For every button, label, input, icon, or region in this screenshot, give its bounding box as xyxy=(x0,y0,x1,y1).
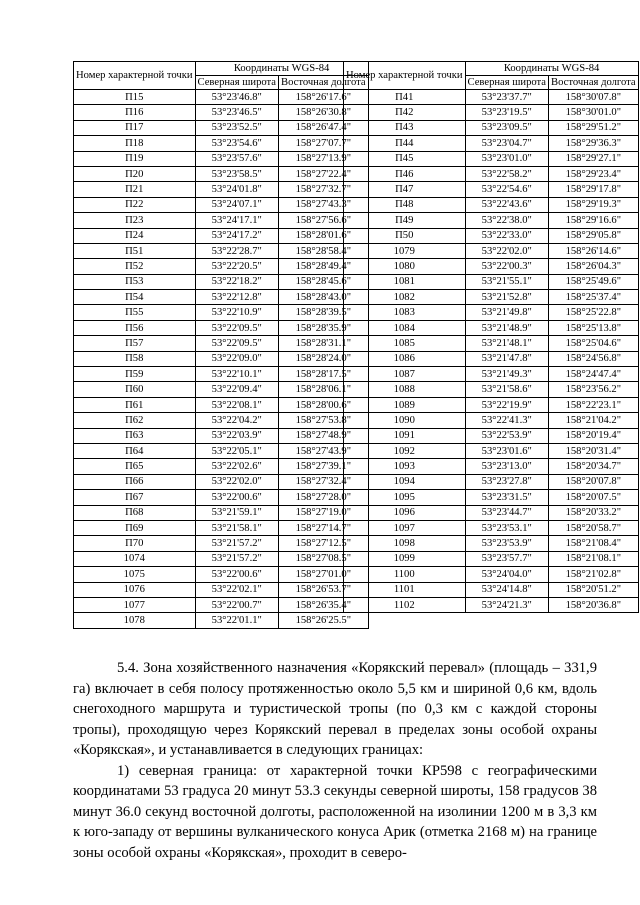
point-number-cell: 1090 xyxy=(344,413,466,428)
paragraph-zone-description: 5.4. Зона хозяйственного назначения «Корякский перевал» (площадь – 331,9 га) включает в себя полосу протяженностью около 5,5 км и шириной 0,6 км, вдоль снегоходного маршрута и туристической тропы (по 0,3 км с каждой стороны тропы), проходящую через Корякский перевал в пределах зоны особой охраны «Корякская», и устанавливается в следующих границах: xyxy=(73,660,597,758)
table-row xyxy=(74,382,369,397)
latitude-cell: 53°21'48.9" xyxy=(465,320,548,335)
latitude-cell: 53°23'54.6" xyxy=(195,136,278,151)
point-number-cell: 1081 xyxy=(344,274,466,289)
latitude-cell: 53°22'43.6" xyxy=(465,197,548,212)
point-number-cell: П45 xyxy=(344,151,466,166)
table-row xyxy=(74,505,369,520)
latitude-cell: 53°23'46.5" xyxy=(195,105,278,120)
latitude-cell: 53°23'09.5" xyxy=(465,120,548,135)
longitude-cell: 158°26'25.5" xyxy=(279,613,369,628)
point-number-cell: 1094 xyxy=(344,474,466,489)
header-longitude: Восточная долгота xyxy=(549,76,639,90)
latitude-cell: 53°22'18.2" xyxy=(195,274,278,289)
longitude-cell: 158°30'07.8" xyxy=(549,90,639,105)
longitude-cell: 158°28'45.6" xyxy=(279,274,369,289)
point-number-cell: 1078 xyxy=(74,613,196,628)
latitude-cell: 53°24'01.8" xyxy=(195,182,278,197)
table-row xyxy=(344,336,639,351)
table-row xyxy=(344,120,639,135)
table-row xyxy=(344,367,639,382)
latitude-cell: 53°23'53.1" xyxy=(465,520,548,535)
latitude-cell: 53°24'17.1" xyxy=(195,213,278,228)
longitude-cell: 158°21'08.4" xyxy=(549,536,639,551)
point-number-cell: 1089 xyxy=(344,397,466,412)
point-number-cell: П22 xyxy=(74,197,196,212)
table-row xyxy=(74,166,369,181)
table-row xyxy=(74,336,369,351)
longitude-cell: 158°24'56.8" xyxy=(549,351,639,366)
latitude-cell: 53°22'03.9" xyxy=(195,428,278,443)
longitude-cell: 158°26'04.3" xyxy=(549,259,639,274)
longitude-cell: 158°27'13.9" xyxy=(279,151,369,166)
table-row xyxy=(344,490,639,505)
header-coordinates: Координаты WGS-84 xyxy=(465,62,638,76)
longitude-cell: 158°25'04.6" xyxy=(549,336,639,351)
body-text xyxy=(73,658,597,863)
latitude-cell: 53°22'09.0" xyxy=(195,351,278,366)
point-number-cell: П50 xyxy=(344,228,466,243)
latitude-cell: 53°23'53.9" xyxy=(465,536,548,551)
latitude-cell: 53°21'59.1" xyxy=(195,505,278,520)
point-number-cell: П47 xyxy=(344,182,466,197)
table-row xyxy=(74,305,369,320)
point-number-cell: 1095 xyxy=(344,490,466,505)
longitude-cell: 158°26'30.8" xyxy=(279,105,369,120)
table-row xyxy=(344,459,639,474)
table-row xyxy=(344,136,639,151)
point-number-cell: П54 xyxy=(74,290,196,305)
table-row xyxy=(344,582,639,597)
point-number-cell: 1096 xyxy=(344,505,466,520)
point-number-cell: П59 xyxy=(74,367,196,382)
longitude-cell: 158°28'17.5" xyxy=(279,367,369,382)
latitude-cell: 53°22'02.6" xyxy=(195,459,278,474)
table-row xyxy=(74,274,369,289)
longitude-cell: 158°28'39.5" xyxy=(279,305,369,320)
longitude-cell: 158°20'34.7" xyxy=(549,459,639,474)
point-number-cell: 1100 xyxy=(344,567,466,582)
table-row xyxy=(74,567,369,582)
point-number-cell: П43 xyxy=(344,120,466,135)
table-row xyxy=(74,213,369,228)
point-number-cell: 1080 xyxy=(344,259,466,274)
latitude-cell: 53°22'05.1" xyxy=(195,443,278,458)
longitude-cell: 158°26'17.6" xyxy=(279,90,369,105)
latitude-cell: 53°22'01.1" xyxy=(195,613,278,628)
header-point-number: Номер характерной точки xyxy=(344,62,466,90)
longitude-cell: 158°27'12.5" xyxy=(279,536,369,551)
header-point-number: Номер характерной точки xyxy=(74,62,196,90)
latitude-cell: 53°23'57.7" xyxy=(465,551,548,566)
table-row xyxy=(74,151,369,166)
latitude-cell: 53°22'09.5" xyxy=(195,320,278,335)
longitude-cell: 158°20'58.7" xyxy=(549,520,639,535)
point-number-cell: П68 xyxy=(74,505,196,520)
latitude-cell: 53°21'58.1" xyxy=(195,520,278,535)
longitude-cell: 158°20'07.8" xyxy=(549,474,639,489)
table-row xyxy=(344,551,639,566)
latitude-cell: 53°22'09.5" xyxy=(195,336,278,351)
longitude-cell: 158°26'53.7" xyxy=(279,582,369,597)
point-number-cell: 1077 xyxy=(74,597,196,612)
longitude-cell: 158°27'43.9" xyxy=(279,443,369,458)
longitude-cell: 158°29'17.8" xyxy=(549,182,639,197)
latitude-cell: 53°22'33.0" xyxy=(465,228,548,243)
latitude-cell: 53°22'54.6" xyxy=(465,182,548,197)
longitude-cell: 158°27'32.7" xyxy=(279,182,369,197)
paragraph-northern-boundary: 1) северная граница: от характерной точки КР598 с географическими координатами 53 градуса 20 минут 53.3 секунды северной широты, 158 градусов 38 минут 36.0 секунд восточной долготы, расположенной на изолинии 1200 м в 3,3 км к юго-западу от вершины вулканического конуса Арик (отметка 2168 м) на границе зоны особой охраны «Корякская», проходит в северо- xyxy=(73,762,597,861)
longitude-cell: 158°26'14.6" xyxy=(549,243,639,258)
latitude-cell: 53°23'01.0" xyxy=(465,151,548,166)
point-number-cell: П48 xyxy=(344,197,466,212)
point-number-cell: П44 xyxy=(344,136,466,151)
table-row xyxy=(344,320,639,335)
table-row xyxy=(344,151,639,166)
point-number-cell: П57 xyxy=(74,336,196,351)
point-number-cell: П19 xyxy=(74,151,196,166)
table-row xyxy=(344,536,639,551)
point-number-cell: 1088 xyxy=(344,382,466,397)
latitude-cell: 53°24'21.3" xyxy=(465,597,548,612)
point-number-cell: 1086 xyxy=(344,351,466,366)
latitude-cell: 53°22'38.0" xyxy=(465,213,548,228)
table-row xyxy=(344,474,639,489)
latitude-cell: 53°22'28.7" xyxy=(195,243,278,258)
latitude-cell: 53°23'19.5" xyxy=(465,105,548,120)
longitude-cell: 158°27'19.0" xyxy=(279,505,369,520)
header-longitude: Восточная долгота xyxy=(279,76,369,90)
longitude-cell: 158°28'01.6" xyxy=(279,228,369,243)
table-row xyxy=(74,351,369,366)
longitude-cell: 158°27'56.6" xyxy=(279,213,369,228)
point-number-cell: 1075 xyxy=(74,567,196,582)
longitude-cell: 158°23'56.2" xyxy=(549,382,639,397)
point-number-cell: П69 xyxy=(74,520,196,535)
longitude-cell: 158°28'24.0" xyxy=(279,351,369,366)
longitude-cell: 158°29'36.3" xyxy=(549,136,639,151)
point-number-cell: П17 xyxy=(74,120,196,135)
table-row xyxy=(74,490,369,505)
point-number-cell: 1074 xyxy=(74,551,196,566)
table-row xyxy=(344,259,639,274)
table-row xyxy=(344,105,639,120)
latitude-cell: 53°22'00.6" xyxy=(195,490,278,505)
latitude-cell: 53°21'49.3" xyxy=(465,367,548,382)
table-row xyxy=(74,197,369,212)
latitude-cell: 53°23'13.0" xyxy=(465,459,548,474)
table-row xyxy=(74,536,369,551)
latitude-cell: 53°22'04.2" xyxy=(195,413,278,428)
latitude-cell: 53°22'09.4" xyxy=(195,382,278,397)
latitude-cell: 53°23'01.6" xyxy=(465,443,548,458)
point-number-cell: 1083 xyxy=(344,305,466,320)
latitude-cell: 53°24'17.2" xyxy=(195,228,278,243)
table-row xyxy=(344,567,639,582)
longitude-cell: 158°26'35.4" xyxy=(279,597,369,612)
header-coordinates: Координаты WGS-84 xyxy=(195,62,368,76)
latitude-cell: 53°22'12.8" xyxy=(195,290,278,305)
point-number-cell: П41 xyxy=(344,90,466,105)
latitude-cell: 53°22'02.1" xyxy=(195,582,278,597)
table-row xyxy=(344,290,639,305)
table-row xyxy=(344,182,639,197)
table-row xyxy=(344,505,639,520)
longitude-cell: 158°29'51.2" xyxy=(549,120,639,135)
table-row xyxy=(344,520,639,535)
latitude-cell: 53°23'46.8" xyxy=(195,90,278,105)
longitude-cell: 158°21'08.1" xyxy=(549,551,639,566)
latitude-cell: 53°21'48.1" xyxy=(465,336,548,351)
table-row xyxy=(344,228,639,243)
longitude-cell: 158°28'58.4" xyxy=(279,243,369,258)
latitude-cell: 53°21'58.6" xyxy=(465,382,548,397)
point-number-cell: П42 xyxy=(344,105,466,120)
latitude-cell: 53°22'20.5" xyxy=(195,259,278,274)
point-number-cell: П18 xyxy=(74,136,196,151)
longitude-cell: 158°20'51.2" xyxy=(549,582,639,597)
latitude-cell: 53°22'02.0" xyxy=(465,243,548,258)
table-row xyxy=(344,213,639,228)
table-row xyxy=(344,443,639,458)
point-number-cell: П66 xyxy=(74,474,196,489)
table-row xyxy=(344,428,639,443)
latitude-cell: 53°22'10.1" xyxy=(195,367,278,382)
latitude-cell: 53°22'08.1" xyxy=(195,397,278,412)
table-row xyxy=(344,243,639,258)
latitude-cell: 53°22'41.3" xyxy=(465,413,548,428)
point-number-cell: П62 xyxy=(74,413,196,428)
longitude-cell: 158°20'07.5" xyxy=(549,490,639,505)
point-number-cell: П20 xyxy=(74,166,196,181)
point-number-cell: П56 xyxy=(74,320,196,335)
latitude-cell: 53°23'58.5" xyxy=(195,166,278,181)
point-number-cell: П64 xyxy=(74,443,196,458)
longitude-cell: 158°27'01.0" xyxy=(279,567,369,582)
table-row xyxy=(74,582,369,597)
longitude-cell: 158°20'19.4" xyxy=(549,428,639,443)
longitude-cell: 158°27'48.9" xyxy=(279,428,369,443)
coordinates-table-left xyxy=(73,61,369,629)
longitude-cell: 158°25'49.6" xyxy=(549,274,639,289)
table-row xyxy=(344,90,639,105)
table-row xyxy=(344,274,639,289)
point-number-cell: П51 xyxy=(74,243,196,258)
point-number-cell: П23 xyxy=(74,213,196,228)
latitude-cell: 53°22'00.3" xyxy=(465,259,548,274)
table-row xyxy=(74,136,369,151)
longitude-cell: 158°25'22.8" xyxy=(549,305,639,320)
longitude-cell: 158°27'28.0" xyxy=(279,490,369,505)
latitude-cell: 53°22'10.9" xyxy=(195,305,278,320)
latitude-cell: 53°21'52.8" xyxy=(465,290,548,305)
latitude-cell: 53°21'47.8" xyxy=(465,351,548,366)
table-row xyxy=(344,597,639,612)
point-number-cell: 1087 xyxy=(344,367,466,382)
point-number-cell: П24 xyxy=(74,228,196,243)
point-number-cell: 1098 xyxy=(344,536,466,551)
longitude-cell: 158°27'39.1" xyxy=(279,459,369,474)
table-row xyxy=(74,367,369,382)
table-row xyxy=(74,397,369,412)
latitude-cell: 53°21'49.8" xyxy=(465,305,548,320)
table-row xyxy=(74,597,369,612)
point-number-cell: 1091 xyxy=(344,428,466,443)
table-row xyxy=(344,305,639,320)
table-row xyxy=(74,443,369,458)
header-latitude: Северная широта xyxy=(465,76,548,90)
point-number-cell: 1093 xyxy=(344,459,466,474)
point-number-cell: 1085 xyxy=(344,336,466,351)
latitude-cell: 53°23'57.6" xyxy=(195,151,278,166)
latitude-cell: 53°22'53.9" xyxy=(465,428,548,443)
latitude-cell: 53°21'57.2" xyxy=(195,551,278,566)
latitude-cell: 53°23'44.7" xyxy=(465,505,548,520)
longitude-cell: 158°21'02.8" xyxy=(549,567,639,582)
latitude-cell: 53°22'00.6" xyxy=(195,567,278,582)
table-row xyxy=(344,197,639,212)
longitude-cell: 158°30'01.0" xyxy=(549,105,639,120)
longitude-cell: 158°27'43.3" xyxy=(279,197,369,212)
latitude-cell: 53°23'27.8" xyxy=(465,474,548,489)
table-row xyxy=(74,459,369,474)
point-number-cell: П58 xyxy=(74,351,196,366)
point-number-cell: 1082 xyxy=(344,290,466,305)
point-number-cell: П63 xyxy=(74,428,196,443)
longitude-cell: 158°28'43.0" xyxy=(279,290,369,305)
point-number-cell: 1076 xyxy=(74,582,196,597)
table-row xyxy=(74,520,369,535)
table-row xyxy=(74,290,369,305)
longitude-cell: 158°27'22.4" xyxy=(279,166,369,181)
latitude-cell: 53°24'04.0" xyxy=(465,567,548,582)
table-row xyxy=(74,90,369,105)
longitude-cell: 158°21'04.2" xyxy=(549,413,639,428)
longitude-cell: 158°27'53.8" xyxy=(279,413,369,428)
latitude-cell: 53°24'07.1" xyxy=(195,197,278,212)
point-number-cell: П61 xyxy=(74,397,196,412)
latitude-cell: 53°22'02.0" xyxy=(195,474,278,489)
longitude-cell: 158°29'23.4" xyxy=(549,166,639,181)
point-number-cell: 1101 xyxy=(344,582,466,597)
longitude-cell: 158°29'27.1" xyxy=(549,151,639,166)
point-number-cell: П70 xyxy=(74,536,196,551)
latitude-cell: 53°24'14.8" xyxy=(465,582,548,597)
longitude-cell: 158°27'07.7" xyxy=(279,136,369,151)
point-number-cell: 1097 xyxy=(344,520,466,535)
latitude-cell: 53°21'55.1" xyxy=(465,274,548,289)
longitude-cell: 158°25'13.8" xyxy=(549,320,639,335)
latitude-cell: 53°23'04.7" xyxy=(465,136,548,151)
point-number-cell: П65 xyxy=(74,459,196,474)
latitude-cell: 53°22'19.9" xyxy=(465,397,548,412)
longitude-cell: 158°20'31.4" xyxy=(549,443,639,458)
longitude-cell: 158°25'37.4" xyxy=(549,290,639,305)
table-row xyxy=(74,105,369,120)
point-number-cell: П60 xyxy=(74,382,196,397)
latitude-cell: 53°21'57.2" xyxy=(195,536,278,551)
table-row xyxy=(344,382,639,397)
table-row xyxy=(74,228,369,243)
point-number-cell: 1084 xyxy=(344,320,466,335)
longitude-cell: 158°20'33.2" xyxy=(549,505,639,520)
point-number-cell: П15 xyxy=(74,90,196,105)
point-number-cell: П21 xyxy=(74,182,196,197)
table-row xyxy=(74,182,369,197)
point-number-cell: П52 xyxy=(74,259,196,274)
longitude-cell: 158°27'08.5" xyxy=(279,551,369,566)
header-latitude: Северная широта xyxy=(195,76,278,90)
point-number-cell: П55 xyxy=(74,305,196,320)
longitude-cell: 158°28'49.4" xyxy=(279,259,369,274)
table-row xyxy=(74,413,369,428)
longitude-cell: 158°29'19.3" xyxy=(549,197,639,212)
longitude-cell: 158°24'47.4" xyxy=(549,367,639,382)
point-number-cell: П46 xyxy=(344,166,466,181)
latitude-cell: 53°23'37.7" xyxy=(465,90,548,105)
table-row xyxy=(344,166,639,181)
table-row xyxy=(74,551,369,566)
table-row xyxy=(74,120,369,135)
latitude-cell: 53°23'31.5" xyxy=(465,490,548,505)
longitude-cell: 158°28'35.9" xyxy=(279,320,369,335)
table-row xyxy=(74,259,369,274)
longitude-cell: 158°28'00.6" xyxy=(279,397,369,412)
longitude-cell: 158°26'47.4" xyxy=(279,120,369,135)
longitude-cell: 158°27'14.7" xyxy=(279,520,369,535)
point-number-cell: 1099 xyxy=(344,551,466,566)
table-row xyxy=(74,474,369,489)
point-number-cell: 1092 xyxy=(344,443,466,458)
point-number-cell: П67 xyxy=(74,490,196,505)
point-number-cell: 1102 xyxy=(344,597,466,612)
longitude-cell: 158°29'16.6" xyxy=(549,213,639,228)
table-row xyxy=(344,351,639,366)
latitude-cell: 53°22'58.2" xyxy=(465,166,548,181)
table-row xyxy=(74,243,369,258)
point-number-cell: П49 xyxy=(344,213,466,228)
point-number-cell: 1079 xyxy=(344,243,466,258)
table-row xyxy=(74,428,369,443)
latitude-cell: 53°22'00.7" xyxy=(195,597,278,612)
point-number-cell: П16 xyxy=(74,105,196,120)
table-row xyxy=(344,413,639,428)
longitude-cell: 158°28'31.1" xyxy=(279,336,369,351)
longitude-cell: 158°29'05.8" xyxy=(549,228,639,243)
longitude-cell: 158°20'36.8" xyxy=(549,597,639,612)
table-row xyxy=(344,397,639,412)
table-row xyxy=(74,320,369,335)
longitude-cell: 158°22'23.1" xyxy=(549,397,639,412)
coordinates-table-right xyxy=(343,61,639,613)
longitude-cell: 158°27'32.4" xyxy=(279,474,369,489)
point-number-cell: П53 xyxy=(74,274,196,289)
latitude-cell: 53°23'52.5" xyxy=(195,120,278,135)
longitude-cell: 158°28'06.1" xyxy=(279,382,369,397)
table-row xyxy=(74,613,369,628)
